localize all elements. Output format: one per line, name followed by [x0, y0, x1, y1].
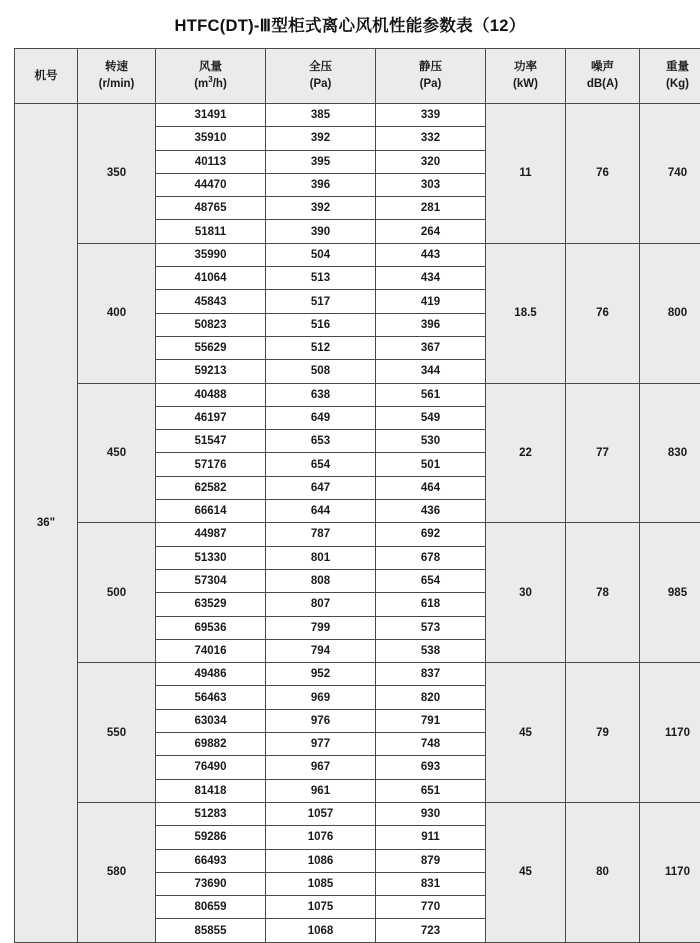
total-pressure-cell: 517 — [266, 290, 376, 313]
flow-cell: 46197 — [156, 406, 266, 429]
header-flow-line2: $(m^3/h)$ — [156, 76, 265, 93]
noise-cell: 78 — [566, 523, 640, 663]
fan-performance-table — [14, 48, 700, 943]
flow-cell: 80659 — [156, 896, 266, 919]
flow-cell: 40113 — [156, 150, 266, 173]
table-row — [15, 104, 700, 127]
flow-cell: 57176 — [156, 453, 266, 476]
weight-cell: 1170 — [640, 802, 700, 942]
total-pressure-cell: 385 — [266, 104, 376, 127]
static-pressure-cell: 693 — [376, 756, 486, 779]
static-pressure-cell: 436 — [376, 500, 486, 523]
total-pressure-cell: 1057 — [266, 802, 376, 825]
flow-cell: 51811 — [156, 220, 266, 243]
table-row — [15, 383, 700, 406]
total-pressure-cell: 1068 — [266, 919, 376, 942]
total-pressure-cell: 787 — [266, 523, 376, 546]
header-model — [15, 49, 78, 104]
header-power-line1: 功率 — [514, 61, 537, 73]
total-pressure-cell: 1086 — [266, 849, 376, 872]
flow-cell: 41064 — [156, 267, 266, 290]
static-pressure-cell: 339 — [376, 104, 486, 127]
weight-cell: 985 — [640, 523, 700, 663]
flow-cell: 73690 — [156, 872, 266, 895]
weight-cell: 800 — [640, 243, 700, 383]
total-pressure-cell: 977 — [266, 733, 376, 756]
static-pressure-cell: 501 — [376, 453, 486, 476]
flow-cell: 66614 — [156, 500, 266, 523]
total-pressure-cell: 807 — [266, 593, 376, 616]
static-pressure-cell: 651 — [376, 779, 486, 802]
static-pressure-cell: 930 — [376, 802, 486, 825]
power-cell: 45 — [486, 663, 566, 803]
table-row — [15, 523, 700, 546]
total-pressure-cell: 808 — [266, 569, 376, 592]
power-cell: 45 — [486, 802, 566, 942]
total-pressure-cell: 952 — [266, 663, 376, 686]
total-pressure-cell: 1076 — [266, 826, 376, 849]
static-pressure-cell: 618 — [376, 593, 486, 616]
total-pressure-cell: 1085 — [266, 872, 376, 895]
total-pressure-cell: 390 — [266, 220, 376, 243]
speed-cell: 580 — [78, 802, 156, 942]
speed-cell: 500 — [78, 523, 156, 663]
static-pressure-cell: 879 — [376, 849, 486, 872]
noise-cell: 76 — [566, 243, 640, 383]
static-pressure-cell: 831 — [376, 872, 486, 895]
spec-table-container — [0, 48, 700, 943]
table-body — [15, 104, 700, 943]
static-pressure-cell: 344 — [376, 360, 486, 383]
header-speed — [78, 49, 156, 104]
total-pressure-cell: 504 — [266, 243, 376, 266]
flow-cell: 57304 — [156, 569, 266, 592]
header-flow — [156, 49, 266, 104]
header-noise — [566, 49, 640, 104]
flow-cell: 50823 — [156, 313, 266, 336]
header-weight — [640, 49, 700, 104]
table-header — [15, 49, 700, 104]
static-pressure-cell: 538 — [376, 639, 486, 662]
noise-cell: 76 — [566, 104, 640, 244]
flow-cell: 44470 — [156, 173, 266, 196]
total-pressure-cell: 392 — [266, 197, 376, 220]
static-pressure-cell: 654 — [376, 569, 486, 592]
static-pressure-cell: 281 — [376, 197, 486, 220]
flow-cell: 85855 — [156, 919, 266, 942]
total-pressure-cell: 396 — [266, 173, 376, 196]
total-pressure-cell: 392 — [266, 127, 376, 150]
table-row — [15, 663, 700, 686]
header-speed-line1: 转速 — [105, 61, 128, 73]
header-total-pressure-line2: (Pa) — [266, 76, 375, 93]
total-pressure-cell: 644 — [266, 500, 376, 523]
model-cell: 36" — [15, 104, 78, 943]
power-cell: 11 — [486, 104, 566, 244]
static-pressure-cell: 264 — [376, 220, 486, 243]
flow-cell: 55629 — [156, 336, 266, 359]
page-title: HTFC(DT)-Ⅲ型柜式离心风机性能参数表（12） — [0, 0, 700, 48]
total-pressure-cell: 654 — [266, 453, 376, 476]
header-power-line2: (kW) — [486, 76, 565, 93]
header-power — [486, 49, 566, 104]
static-pressure-cell: 464 — [376, 476, 486, 499]
static-pressure-cell: 791 — [376, 709, 486, 732]
flow-cell: 69882 — [156, 733, 266, 756]
static-pressure-cell: 549 — [376, 406, 486, 429]
flow-cell: 66493 — [156, 849, 266, 872]
table-row — [15, 243, 700, 266]
flow-cell: 49486 — [156, 663, 266, 686]
noise-cell: 77 — [566, 383, 640, 523]
flow-cell: 35990 — [156, 243, 266, 266]
flow-cell: 69536 — [156, 616, 266, 639]
header-noise-line1: 噪声 — [591, 61, 614, 73]
flow-cell: 48765 — [156, 197, 266, 220]
header-static-pressure-line1: 静压 — [419, 61, 442, 73]
static-pressure-cell: 396 — [376, 313, 486, 336]
total-pressure-cell: 653 — [266, 430, 376, 453]
header-weight-line2: (Kg) — [640, 76, 700, 93]
static-pressure-cell: 723 — [376, 919, 486, 942]
header-noise-line2: dB(A) — [566, 76, 639, 93]
header-total-pressure-line1: 全压 — [309, 61, 332, 73]
speed-cell: 400 — [78, 243, 156, 383]
header-total-pressure — [266, 49, 376, 104]
static-pressure-cell: 320 — [376, 150, 486, 173]
total-pressure-cell: 961 — [266, 779, 376, 802]
flow-cell: 44987 — [156, 523, 266, 546]
static-pressure-cell: 692 — [376, 523, 486, 546]
static-pressure-cell: 332 — [376, 127, 486, 150]
flow-cell: 51283 — [156, 802, 266, 825]
total-pressure-cell: 512 — [266, 336, 376, 359]
flow-cell: 59213 — [156, 360, 266, 383]
static-pressure-cell: 561 — [376, 383, 486, 406]
flow-cell: 76490 — [156, 756, 266, 779]
table-row — [15, 802, 700, 825]
speed-cell: 350 — [78, 104, 156, 244]
weight-cell: 1170 — [640, 663, 700, 803]
header-weight-line1: 重量 — [666, 61, 689, 73]
power-cell: 18.5 — [486, 243, 566, 383]
static-pressure-cell: 367 — [376, 336, 486, 359]
flow-cell: 62582 — [156, 476, 266, 499]
header-model-line1: 机号 — [35, 70, 58, 82]
flow-cell: 59286 — [156, 826, 266, 849]
flow-cell: 63529 — [156, 593, 266, 616]
power-cell: 30 — [486, 523, 566, 663]
total-pressure-cell: 976 — [266, 709, 376, 732]
header-row — [15, 49, 700, 104]
header-static-pressure — [376, 49, 486, 104]
flow-cell: 31491 — [156, 104, 266, 127]
power-cell: 22 — [486, 383, 566, 523]
static-pressure-cell: 748 — [376, 733, 486, 756]
noise-cell: 79 — [566, 663, 640, 803]
flow-cell: 81418 — [156, 779, 266, 802]
total-pressure-cell: 794 — [266, 639, 376, 662]
speed-cell: 550 — [78, 663, 156, 803]
total-pressure-cell: 649 — [266, 406, 376, 429]
static-pressure-cell: 911 — [376, 826, 486, 849]
speed-cell: 450 — [78, 383, 156, 523]
header-flow-line1: 风量 — [199, 61, 222, 73]
flow-cell: 45843 — [156, 290, 266, 313]
total-pressure-cell: 799 — [266, 616, 376, 639]
total-pressure-cell: 801 — [266, 546, 376, 569]
total-pressure-cell: 647 — [266, 476, 376, 499]
total-pressure-cell: 508 — [266, 360, 376, 383]
flow-cell: 35910 — [156, 127, 266, 150]
noise-cell: 80 — [566, 802, 640, 942]
static-pressure-cell: 770 — [376, 896, 486, 919]
static-pressure-cell: 434 — [376, 267, 486, 290]
total-pressure-cell: 638 — [266, 383, 376, 406]
static-pressure-cell: 443 — [376, 243, 486, 266]
total-pressure-cell: 513 — [266, 267, 376, 290]
static-pressure-cell: 419 — [376, 290, 486, 313]
total-pressure-cell: 1075 — [266, 896, 376, 919]
flow-cell: 51330 — [156, 546, 266, 569]
static-pressure-cell: 530 — [376, 430, 486, 453]
static-pressure-cell: 820 — [376, 686, 486, 709]
flow-cell: 56463 — [156, 686, 266, 709]
static-pressure-cell: 837 — [376, 663, 486, 686]
total-pressure-cell: 395 — [266, 150, 376, 173]
total-pressure-cell: 967 — [266, 756, 376, 779]
static-pressure-cell: 573 — [376, 616, 486, 639]
total-pressure-cell: 516 — [266, 313, 376, 336]
flow-cell: 40488 — [156, 383, 266, 406]
total-pressure-cell: 969 — [266, 686, 376, 709]
static-pressure-cell: 303 — [376, 173, 486, 196]
weight-cell: 740 — [640, 104, 700, 244]
weight-cell: 830 — [640, 383, 700, 523]
static-pressure-cell: 678 — [376, 546, 486, 569]
flow-cell: 63034 — [156, 709, 266, 732]
header-static-pressure-line2: (Pa) — [376, 76, 485, 93]
flow-cell: 74016 — [156, 639, 266, 662]
header-speed-line2: (r/min) — [78, 76, 155, 93]
flow-cell: 51547 — [156, 430, 266, 453]
